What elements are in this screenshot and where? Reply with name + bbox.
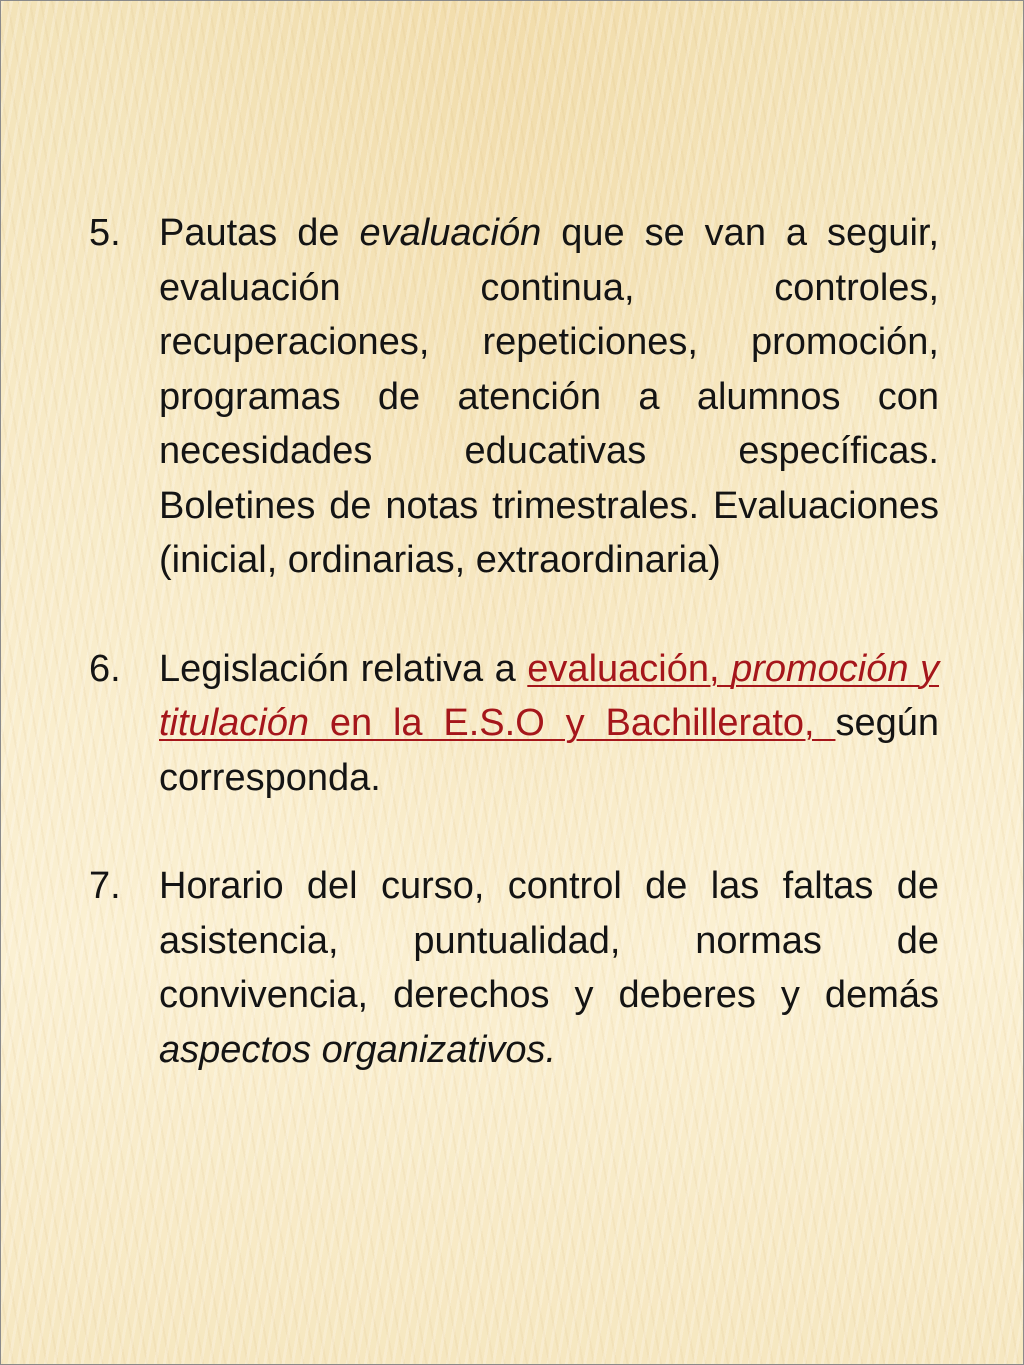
item-text: según corresponda. <box>159 702 939 799</box>
slide-content <box>89 206 939 1077</box>
item-text: Pautas de <box>159 212 360 254</box>
item-number: 6. <box>89 647 121 690</box>
item-number: 7. <box>89 865 121 907</box>
list-item-6 <box>89 642 939 806</box>
list-item-5 <box>89 206 939 588</box>
item-text: Horario del curso, control de las faltas de asistencia, puntualidad, normas de convivencia, derechos y deberes y demás <box>159 865 939 1016</box>
item-text: que se van a seguir, evaluación continua, controles, recuperaciones, repeticiones, promoción, programas de atención a alumnos con necesidades educativas específicas. Boletines de notas trimestrales. Evaluaciones (inicial, ordinarias, extraordinaria) <box>159 212 940 581</box>
list-item-7 <box>89 859 939 1077</box>
link-text: evaluación, <box>527 647 732 690</box>
item-text-italic: aspectos organizativos. <box>159 1028 557 1071</box>
link-text: en la E.S.O y Bachillerato, <box>308 702 836 744</box>
item-number: 5. <box>89 212 121 254</box>
item-text-italic: evaluación <box>359 212 542 254</box>
link-text-italic: promoción y titulación <box>159 647 939 744</box>
item-text: Legislación relativa a <box>159 647 528 690</box>
